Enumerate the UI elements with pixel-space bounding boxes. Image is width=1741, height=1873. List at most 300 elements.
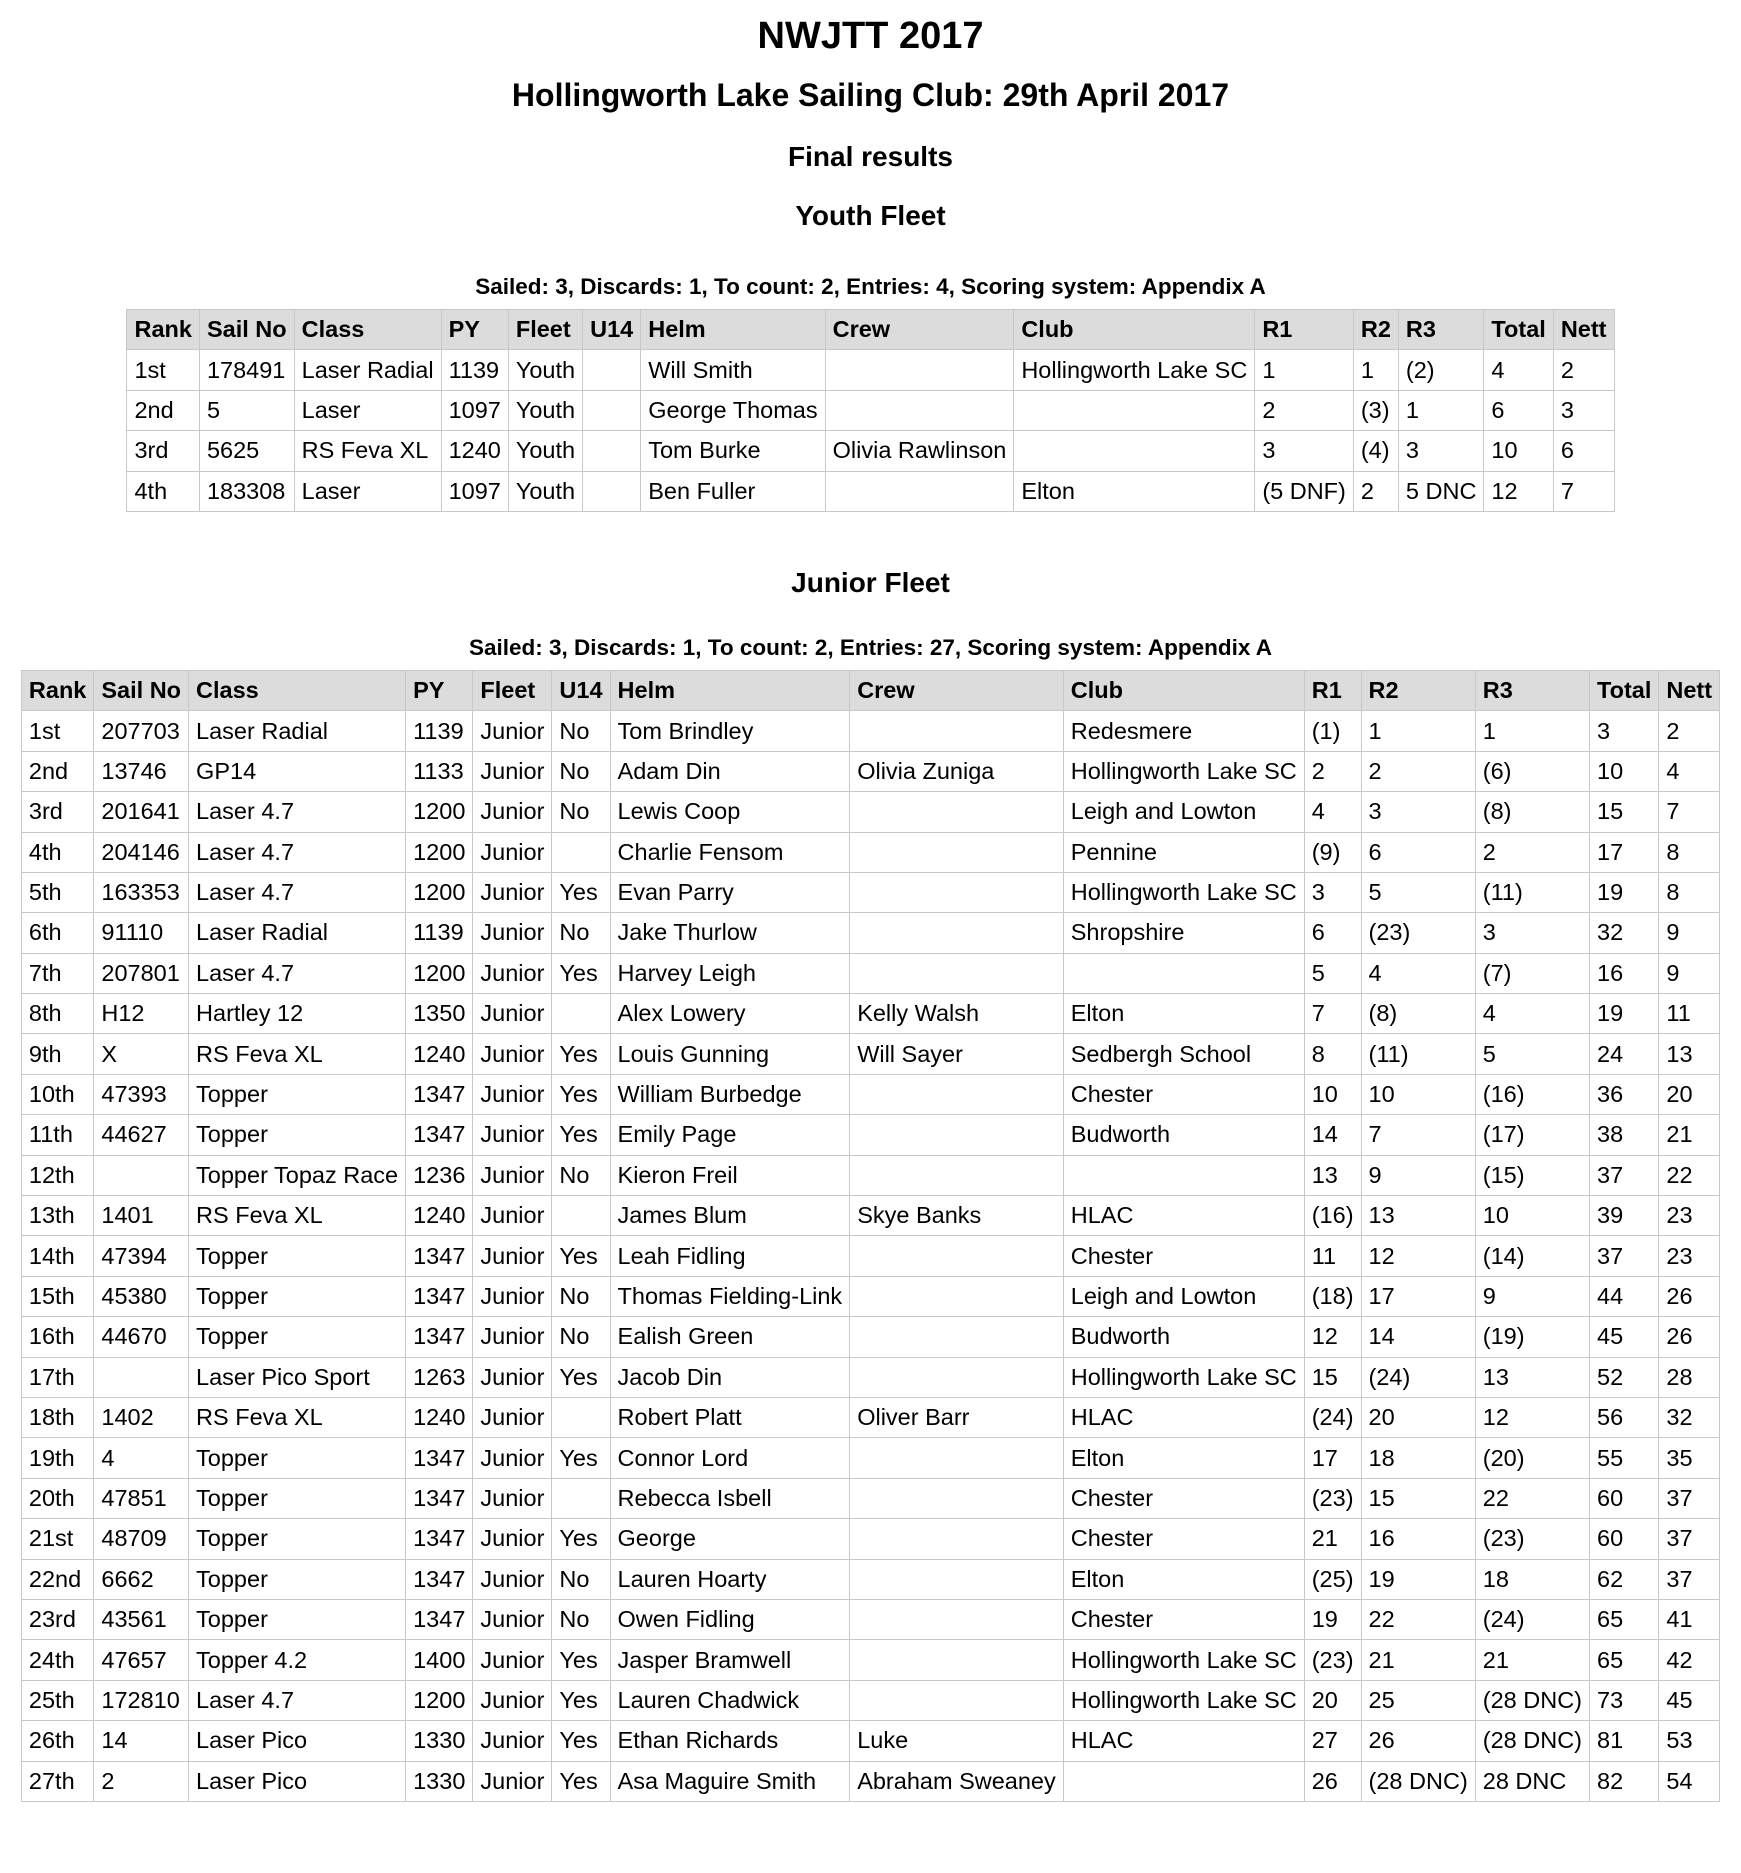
- cell-fleet: Youth: [508, 471, 582, 511]
- column-header-r3: R3: [1475, 670, 1589, 710]
- cell-helm: Charlie Fensom: [610, 832, 850, 872]
- cell-r2: 9: [1361, 1155, 1475, 1195]
- column-header-r1: R1: [1304, 670, 1361, 710]
- cell-py: 1350: [406, 994, 473, 1034]
- cell-rank: 19th: [21, 1438, 93, 1478]
- column-header-r2: R2: [1361, 670, 1475, 710]
- cell-total: 6: [1484, 390, 1553, 430]
- cell-r2: 2: [1353, 471, 1398, 511]
- cell-r3: (17): [1475, 1115, 1589, 1155]
- cell-py: 1240: [441, 431, 508, 471]
- cell-rank: 13th: [21, 1196, 93, 1236]
- youth-results-table: [126, 309, 1614, 512]
- cell-rank: 2nd: [127, 390, 199, 430]
- cell-class: Topper: [189, 1236, 406, 1276]
- cell-r3: 18: [1475, 1559, 1589, 1599]
- cell-u14: No: [552, 751, 610, 791]
- youth-fleet-section: [0, 273, 1741, 512]
- cell-club: Chester: [1063, 1074, 1304, 1114]
- cell-sail-no: 6662: [94, 1559, 189, 1599]
- cell-r1: 19: [1304, 1599, 1361, 1639]
- cell-sail-no: 201641: [94, 792, 189, 832]
- cell-total: 44: [1590, 1276, 1659, 1316]
- cell-u14: Yes: [552, 1519, 610, 1559]
- cell-nett: 45: [1659, 1680, 1720, 1720]
- cell-crew: [850, 1357, 1064, 1397]
- column-header-u14: U14: [552, 670, 610, 710]
- cell-total: 60: [1590, 1478, 1659, 1518]
- table-row: [21, 1115, 1719, 1155]
- cell-club: Sedbergh School: [1063, 1034, 1304, 1074]
- cell-r3: (28 DNC): [1475, 1721, 1589, 1761]
- cell-class: Laser 4.7: [189, 872, 406, 912]
- cell-r3: (11): [1475, 872, 1589, 912]
- cell-nett: 8: [1659, 872, 1720, 912]
- cell-sail-no: 204146: [94, 832, 189, 872]
- cell-r2: 16: [1361, 1519, 1475, 1559]
- table-row: [21, 1236, 1719, 1276]
- cell-rank: 20th: [21, 1478, 93, 1518]
- cell-u14: Yes: [552, 1640, 610, 1680]
- cell-total: 62: [1590, 1559, 1659, 1599]
- cell-sail-no: 5: [199, 390, 294, 430]
- column-header-py: PY: [406, 670, 473, 710]
- cell-fleet: Junior: [473, 832, 552, 872]
- cell-class: Laser 4.7: [189, 953, 406, 993]
- column-header-sail-no: Sail No: [199, 310, 294, 350]
- cell-club: Hollingworth Lake SC: [1063, 1680, 1304, 1720]
- cell-club: Hollingworth Lake SC: [1063, 751, 1304, 791]
- cell-sail-no: 207703: [94, 711, 189, 751]
- cell-fleet: Junior: [473, 1397, 552, 1437]
- cell-py: 1240: [406, 1196, 473, 1236]
- column-header-nett: Nett: [1553, 310, 1614, 350]
- cell-helm: Jacob Din: [610, 1357, 850, 1397]
- cell-helm: Leah Fidling: [610, 1236, 850, 1276]
- cell-r1: (24): [1304, 1397, 1361, 1437]
- cell-nett: 22: [1659, 1155, 1720, 1195]
- cell-total: 24: [1590, 1034, 1659, 1074]
- cell-r3: 5 DNC: [1398, 471, 1484, 511]
- cell-sail-no: 5625: [199, 431, 294, 471]
- cell-nett: 32: [1659, 1397, 1720, 1437]
- table-row: [21, 1438, 1719, 1478]
- page-title: NWJTT 2017: [757, 15, 984, 57]
- cell-club: Chester: [1063, 1478, 1304, 1518]
- cell-total: 52: [1590, 1357, 1659, 1397]
- cell-r1: 14: [1304, 1115, 1361, 1155]
- cell-club: Budworth: [1063, 1317, 1304, 1357]
- cell-u14: Yes: [552, 1680, 610, 1720]
- youth-fleet-summary: Sailed: 3, Discards: 1, To count: 2, Entries: 4, Scoring system: Appendix A: [475, 274, 1266, 299]
- cell-fleet: Junior: [473, 1276, 552, 1316]
- cell-nett: 3: [1553, 390, 1614, 430]
- cell-rank: 25th: [21, 1680, 93, 1720]
- cell-nett: 28: [1659, 1357, 1720, 1397]
- cell-class: Laser 4.7: [189, 792, 406, 832]
- cell-club: Hollingworth Lake SC: [1014, 350, 1255, 390]
- cell-r1: 27: [1304, 1721, 1361, 1761]
- cell-class: Topper 4.2: [189, 1640, 406, 1680]
- cell-py: 1347: [406, 1276, 473, 1316]
- cell-u14: Yes: [552, 1357, 610, 1397]
- cell-fleet: Youth: [508, 350, 582, 390]
- cell-class: Topper: [189, 1074, 406, 1114]
- cell-u14: [583, 390, 641, 430]
- cell-r1: 3: [1255, 431, 1354, 471]
- cell-py: 1139: [441, 350, 508, 390]
- cell-r2: (3): [1353, 390, 1398, 430]
- cell-sail-no: 48709: [94, 1519, 189, 1559]
- cell-r3: 10: [1475, 1196, 1589, 1236]
- table-row: [21, 1478, 1719, 1518]
- cell-class: RS Feva XL: [189, 1397, 406, 1437]
- cell-nett: 37: [1659, 1519, 1720, 1559]
- cell-r3: (24): [1475, 1599, 1589, 1639]
- table-row: [21, 792, 1719, 832]
- cell-nett: 2: [1553, 350, 1614, 390]
- cell-class: Topper: [189, 1115, 406, 1155]
- cell-rank: 5th: [21, 872, 93, 912]
- cell-club: Elton: [1063, 1438, 1304, 1478]
- cell-py: 1263: [406, 1357, 473, 1397]
- cell-r1: (23): [1304, 1478, 1361, 1518]
- cell-r1: 8: [1304, 1034, 1361, 1074]
- cell-fleet: Junior: [473, 1640, 552, 1680]
- column-header-crew: Crew: [850, 670, 1064, 710]
- cell-r1: 12: [1304, 1317, 1361, 1357]
- cell-total: 17: [1590, 832, 1659, 872]
- cell-helm: Kieron Freil: [610, 1155, 850, 1195]
- cell-rank: 24th: [21, 1640, 93, 1680]
- cell-class: GP14: [189, 751, 406, 791]
- cell-total: 19: [1590, 994, 1659, 1034]
- cell-sail-no: 44627: [94, 1115, 189, 1155]
- cell-crew: [850, 913, 1064, 953]
- cell-crew: [825, 350, 1014, 390]
- cell-crew: Oliver Barr: [850, 1397, 1064, 1437]
- cell-rank: 10th: [21, 1074, 93, 1114]
- cell-u14: No: [552, 1276, 610, 1316]
- table-row: [21, 1680, 1719, 1720]
- cell-sail-no: 45380: [94, 1276, 189, 1316]
- table-row: [21, 953, 1719, 993]
- cell-class: Hartley 12: [189, 994, 406, 1034]
- cell-helm: Evan Parry: [610, 872, 850, 912]
- cell-total: 37: [1590, 1236, 1659, 1276]
- cell-r1: 5: [1304, 953, 1361, 993]
- table-row: [127, 390, 1614, 430]
- cell-total: 3: [1590, 711, 1659, 751]
- cell-r2: 22: [1361, 1599, 1475, 1639]
- cell-crew: [825, 471, 1014, 511]
- cell-r2: 1: [1361, 711, 1475, 751]
- cell-r2: 3: [1361, 792, 1475, 832]
- table-row: [21, 1034, 1719, 1074]
- cell-crew: [850, 1478, 1064, 1518]
- cell-club: Elton: [1014, 471, 1255, 511]
- cell-nett: 23: [1659, 1236, 1720, 1276]
- cell-u14: No: [552, 792, 610, 832]
- cell-helm: Ealish Green: [610, 1317, 850, 1357]
- cell-r2: (11): [1361, 1034, 1475, 1074]
- cell-py: 1347: [406, 1599, 473, 1639]
- cell-r3: 3: [1398, 431, 1484, 471]
- cell-class: Laser: [294, 390, 441, 430]
- cell-total: 36: [1590, 1074, 1659, 1114]
- cell-helm: Lauren Hoarty: [610, 1559, 850, 1599]
- cell-u14: No: [552, 913, 610, 953]
- cell-club: Budworth: [1063, 1115, 1304, 1155]
- cell-r3: 5: [1475, 1034, 1589, 1074]
- cell-nett: 8: [1659, 832, 1720, 872]
- cell-r2: (8): [1361, 994, 1475, 1034]
- cell-rank: 4th: [21, 832, 93, 872]
- cell-club: Pennine: [1063, 832, 1304, 872]
- cell-helm: Asa Maguire Smith: [610, 1761, 850, 1801]
- cell-crew: [850, 953, 1064, 993]
- cell-sail-no: 91110: [94, 913, 189, 953]
- cell-r3: (14): [1475, 1236, 1589, 1276]
- cell-total: 10: [1484, 431, 1553, 471]
- cell-helm: Connor Lord: [610, 1438, 850, 1478]
- cell-class: Laser 4.7: [189, 832, 406, 872]
- results-heading: Final results: [788, 141, 953, 172]
- cell-r2: 18: [1361, 1438, 1475, 1478]
- cell-rank: 2nd: [21, 751, 93, 791]
- column-header-helm: Helm: [610, 670, 850, 710]
- cell-total: 82: [1590, 1761, 1659, 1801]
- cell-r2: 26: [1361, 1721, 1475, 1761]
- cell-crew: [850, 832, 1064, 872]
- cell-fleet: Junior: [473, 1074, 552, 1114]
- cell-class: Topper: [189, 1317, 406, 1357]
- cell-r2: 25: [1361, 1680, 1475, 1720]
- cell-r2: 20: [1361, 1397, 1475, 1437]
- cell-nett: 9: [1659, 913, 1720, 953]
- cell-r2: 13: [1361, 1196, 1475, 1236]
- cell-sail-no: 47851: [94, 1478, 189, 1518]
- cell-r1: (5 DNF): [1255, 471, 1354, 511]
- cell-r2: 15: [1361, 1478, 1475, 1518]
- cell-py: 1200: [406, 792, 473, 832]
- cell-rank: 14th: [21, 1236, 93, 1276]
- cell-helm: Alex Lowery: [610, 994, 850, 1034]
- cell-sail-no: 47393: [94, 1074, 189, 1114]
- cell-class: Topper: [189, 1478, 406, 1518]
- cell-fleet: Junior: [473, 751, 552, 791]
- cell-helm: Lewis Coop: [610, 792, 850, 832]
- cell-nett: 35: [1659, 1438, 1720, 1478]
- cell-club: Leigh and Lowton: [1063, 1276, 1304, 1316]
- cell-rank: 21st: [21, 1519, 93, 1559]
- cell-rank: 1st: [21, 711, 93, 751]
- cell-rank: 9th: [21, 1034, 93, 1074]
- cell-helm: Emily Page: [610, 1115, 850, 1155]
- cell-fleet: Junior: [473, 1357, 552, 1397]
- table-row: [21, 711, 1719, 751]
- table-row: [21, 1196, 1719, 1236]
- junior-fleet-section: [0, 634, 1741, 1802]
- cell-r1: 21: [1304, 1519, 1361, 1559]
- cell-rank: 8th: [21, 994, 93, 1034]
- cell-total: 15: [1590, 792, 1659, 832]
- cell-nett: 26: [1659, 1317, 1720, 1357]
- cell-u14: [552, 1196, 610, 1236]
- cell-crew: [850, 1599, 1064, 1639]
- cell-sail-no: [94, 1155, 189, 1195]
- table-row: [21, 1074, 1719, 1114]
- cell-nett: 2: [1659, 711, 1720, 751]
- cell-total: 37: [1590, 1155, 1659, 1195]
- column-header-r3: R3: [1398, 310, 1484, 350]
- cell-sail-no: 172810: [94, 1680, 189, 1720]
- table-row: [21, 872, 1719, 912]
- cell-rank: 3rd: [21, 792, 93, 832]
- cell-helm: Will Smith: [641, 350, 825, 390]
- cell-fleet: Junior: [473, 1196, 552, 1236]
- cell-r3: (23): [1475, 1519, 1589, 1559]
- cell-nett: 41: [1659, 1599, 1720, 1639]
- cell-r3: (2): [1398, 350, 1484, 390]
- table-row: [21, 1721, 1719, 1761]
- table-row: [127, 471, 1614, 511]
- table-row: [21, 1640, 1719, 1680]
- cell-u14: [552, 994, 610, 1034]
- cell-total: 65: [1590, 1599, 1659, 1639]
- cell-total: 56: [1590, 1397, 1659, 1437]
- cell-sail-no: 183308: [199, 471, 294, 511]
- cell-fleet: Youth: [508, 431, 582, 471]
- cell-r1: 7: [1304, 994, 1361, 1034]
- cell-nett: 37: [1659, 1478, 1720, 1518]
- cell-sail-no: 2: [94, 1761, 189, 1801]
- cell-crew: [850, 1236, 1064, 1276]
- cell-r1: 11: [1304, 1236, 1361, 1276]
- cell-crew: [850, 792, 1064, 832]
- cell-total: 39: [1590, 1196, 1659, 1236]
- cell-rank: 18th: [21, 1397, 93, 1437]
- cell-py: 1400: [406, 1640, 473, 1680]
- cell-crew: [850, 1317, 1064, 1357]
- table-row: [21, 1397, 1719, 1437]
- cell-py: 1133: [406, 751, 473, 791]
- cell-r1: (18): [1304, 1276, 1361, 1316]
- cell-sail-no: 178491: [199, 350, 294, 390]
- cell-sail-no: 43561: [94, 1599, 189, 1639]
- cell-class: Laser 4.7: [189, 1680, 406, 1720]
- cell-helm: Rebecca Isbell: [610, 1478, 850, 1518]
- cell-r3: (20): [1475, 1438, 1589, 1478]
- cell-py: 1240: [406, 1034, 473, 1074]
- cell-total: 60: [1590, 1519, 1659, 1559]
- column-header-class: Class: [189, 670, 406, 710]
- cell-rank: 7th: [21, 953, 93, 993]
- cell-r3: 4: [1475, 994, 1589, 1034]
- cell-u14: [552, 832, 610, 872]
- column-header-club: Club: [1063, 670, 1304, 710]
- column-header-sail-no: Sail No: [94, 670, 189, 710]
- cell-r1: 2: [1255, 390, 1354, 430]
- cell-py: 1097: [441, 471, 508, 511]
- cell-crew: [850, 1276, 1064, 1316]
- cell-r3: (28 DNC): [1475, 1680, 1589, 1720]
- cell-nett: 37: [1659, 1559, 1720, 1599]
- cell-rank: 12th: [21, 1155, 93, 1195]
- cell-club: [1063, 1761, 1304, 1801]
- cell-nett: 42: [1659, 1640, 1720, 1680]
- cell-r1: 26: [1304, 1761, 1361, 1801]
- table-row: [21, 1276, 1719, 1316]
- cell-class: Topper Topaz Race: [189, 1155, 406, 1195]
- cell-rank: 4th: [127, 471, 199, 511]
- cell-r2: (4): [1353, 431, 1398, 471]
- column-header-crew: Crew: [825, 310, 1014, 350]
- cell-helm: Jasper Bramwell: [610, 1640, 850, 1680]
- cell-nett: 7: [1553, 471, 1614, 511]
- cell-r3: 3: [1475, 913, 1589, 953]
- cell-total: 16: [1590, 953, 1659, 993]
- cell-r2: 21: [1361, 1640, 1475, 1680]
- cell-py: 1139: [406, 913, 473, 953]
- cell-r1: 1: [1255, 350, 1354, 390]
- cell-crew: [850, 1559, 1064, 1599]
- column-header-fleet: Fleet: [473, 670, 552, 710]
- cell-py: 1200: [406, 872, 473, 912]
- cell-sail-no: 207801: [94, 953, 189, 993]
- cell-helm: Tom Burke: [641, 431, 825, 471]
- cell-rank: 15th: [21, 1276, 93, 1316]
- column-header-helm: Helm: [641, 310, 825, 350]
- cell-helm: William Burbedge: [610, 1074, 850, 1114]
- cell-club: Elton: [1063, 994, 1304, 1034]
- cell-club: Redesmere: [1063, 711, 1304, 751]
- cell-helm: Ethan Richards: [610, 1721, 850, 1761]
- cell-nett: 54: [1659, 1761, 1720, 1801]
- column-header-club: Club: [1014, 310, 1255, 350]
- cell-club: [1014, 390, 1255, 430]
- table-row: [21, 751, 1719, 791]
- table-row: [21, 994, 1719, 1034]
- cell-sail-no: [94, 1357, 189, 1397]
- cell-r1: (9): [1304, 832, 1361, 872]
- cell-py: 1347: [406, 1317, 473, 1357]
- cell-fleet: Junior: [473, 1519, 552, 1559]
- table-row: [21, 1155, 1719, 1195]
- cell-u14: Yes: [552, 872, 610, 912]
- cell-u14: No: [552, 1559, 610, 1599]
- cell-total: 38: [1590, 1115, 1659, 1155]
- cell-fleet: Junior: [473, 1155, 552, 1195]
- cell-r1: 13: [1304, 1155, 1361, 1195]
- cell-u14: [583, 350, 641, 390]
- cell-crew: [850, 1519, 1064, 1559]
- cell-club: Chester: [1063, 1519, 1304, 1559]
- youth-fleet-title: Youth Fleet: [795, 200, 946, 231]
- cell-r3: 22: [1475, 1478, 1589, 1518]
- cell-fleet: Junior: [473, 1599, 552, 1639]
- cell-crew: Skye Banks: [850, 1196, 1064, 1236]
- cell-r1: 10: [1304, 1074, 1361, 1114]
- cell-r3: 21: [1475, 1640, 1589, 1680]
- cell-nett: 11: [1659, 994, 1720, 1034]
- cell-club: [1063, 1155, 1304, 1195]
- cell-py: 1240: [406, 1397, 473, 1437]
- cell-club: Chester: [1063, 1599, 1304, 1639]
- column-header-rank: Rank: [21, 670, 93, 710]
- table-row: [127, 350, 1614, 390]
- cell-helm: George: [610, 1519, 850, 1559]
